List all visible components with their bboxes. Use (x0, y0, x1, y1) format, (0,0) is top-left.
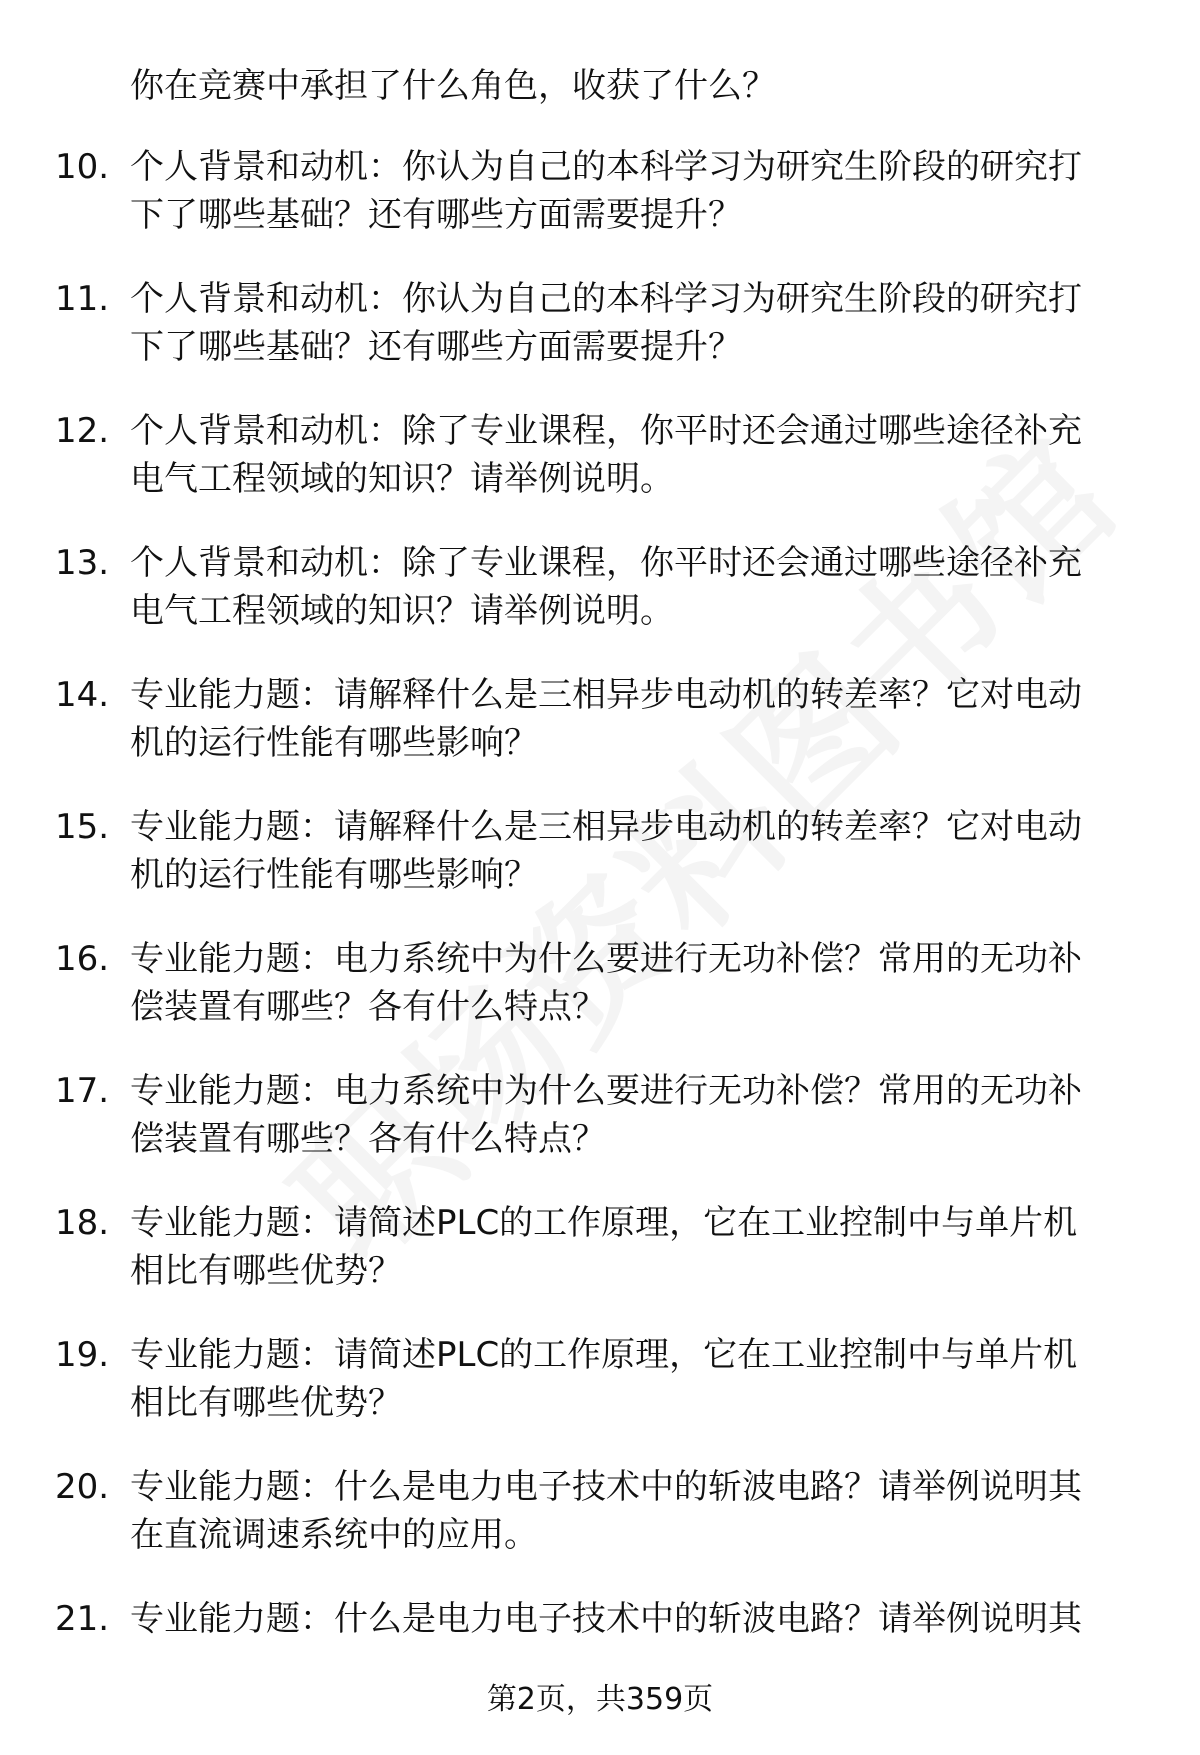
list-item (0, 1199, 1200, 1331)
question-line: 相比有哪些优势？ (130, 1251, 402, 1291)
question-text (130, 1595, 1150, 1643)
list-item (0, 803, 1200, 935)
question-number: 20. (55, 1467, 110, 1507)
question-line: 专业能力题：电力系统中为什么要进行无功补偿？常用的无功补 (130, 939, 1082, 979)
question-number: 11. (55, 279, 110, 319)
list-item (0, 671, 1200, 803)
question-number: 18. (55, 1203, 110, 1243)
question-line: 个人背景和动机：你认为自己的本科学习为研究生阶段的研究打 (130, 279, 1082, 319)
question-text (130, 275, 1150, 371)
question-number: 10. (55, 147, 110, 187)
question-line: 专业能力题：什么是电力电子技术中的斩波电路？请举例说明其 (130, 1467, 1082, 1507)
question-line: 专业能力题：请解释什么是三相异步电动机的转差率？它对电动 (130, 807, 1082, 847)
question-text (130, 1199, 1150, 1295)
list-item (0, 407, 1200, 539)
question-number: 16. (55, 939, 110, 979)
question-text (130, 935, 1150, 1031)
question-line: 个人背景和动机：除了专业课程，你平时还会通过哪些途径补充 (130, 411, 1082, 451)
list-item (0, 539, 1200, 671)
question-number: 14. (55, 675, 110, 715)
question-line: 专业能力题：什么是电力电子技术中的斩波电路？请举例说明其 (130, 1599, 1082, 1639)
question-line: 偿装置有哪些？各有什么特点？ (130, 987, 606, 1027)
list-item (0, 935, 1200, 1067)
question-text (130, 1331, 1150, 1427)
list-item (0, 275, 1200, 407)
question-text (130, 671, 1150, 767)
question-number: 13. (55, 543, 110, 583)
question-line: 在直流调速系统中的应用。 (130, 1515, 538, 1555)
continued-question-line: 你在竞赛中承担了什么角色，收获了什么？ (130, 66, 776, 106)
question-text (130, 1067, 1150, 1163)
question-line: 相比有哪些优势？ (130, 1383, 402, 1423)
question-line: 专业能力题：电力系统中为什么要进行无功补偿？常用的无功补 (130, 1071, 1082, 1111)
question-text (130, 143, 1150, 239)
question-number: 21. (55, 1599, 110, 1639)
question-text (130, 539, 1150, 635)
list-item (0, 1463, 1200, 1595)
question-line: 个人背景和动机：你认为自己的本科学习为研究生阶段的研究打 (130, 147, 1082, 187)
question-text (130, 407, 1150, 503)
question-line: 专业能力题：请简述PLC的工作原理，它在工业控制中与单片机 (130, 1335, 1078, 1375)
question-line: 机的运行性能有哪些影响？ (130, 723, 538, 763)
list-item (0, 1331, 1200, 1463)
question-number: 12. (55, 411, 110, 451)
question-line: 下了哪些基础？还有哪些方面需要提升？ (130, 195, 742, 235)
question-number: 17. (55, 1071, 110, 1111)
question-list (0, 143, 1200, 1727)
question-text (130, 803, 1150, 899)
question-text (130, 1463, 1150, 1559)
list-item (0, 143, 1200, 275)
question-line: 电气工程领域的知识？请举例说明。 (130, 591, 674, 631)
question-line: 专业能力题：请解释什么是三相异步电动机的转差率？它对电动 (130, 675, 1082, 715)
question-line: 电气工程领域的知识？请举例说明。 (130, 459, 674, 499)
list-item (0, 1067, 1200, 1199)
question-line: 个人背景和动机：除了专业课程，你平时还会通过哪些途径补充 (130, 543, 1082, 583)
question-line: 偿装置有哪些？各有什么特点？ (130, 1119, 606, 1159)
question-number: 15. (55, 807, 110, 847)
question-number: 19. (55, 1335, 110, 1375)
question-line: 专业能力题：请简述PLC的工作原理，它在工业控制中与单片机 (130, 1203, 1078, 1243)
question-line: 机的运行性能有哪些影响？ (130, 855, 538, 895)
question-line: 下了哪些基础？还有哪些方面需要提升？ (130, 327, 742, 367)
page-footer: 第2页，共359页 (486, 1682, 714, 1717)
